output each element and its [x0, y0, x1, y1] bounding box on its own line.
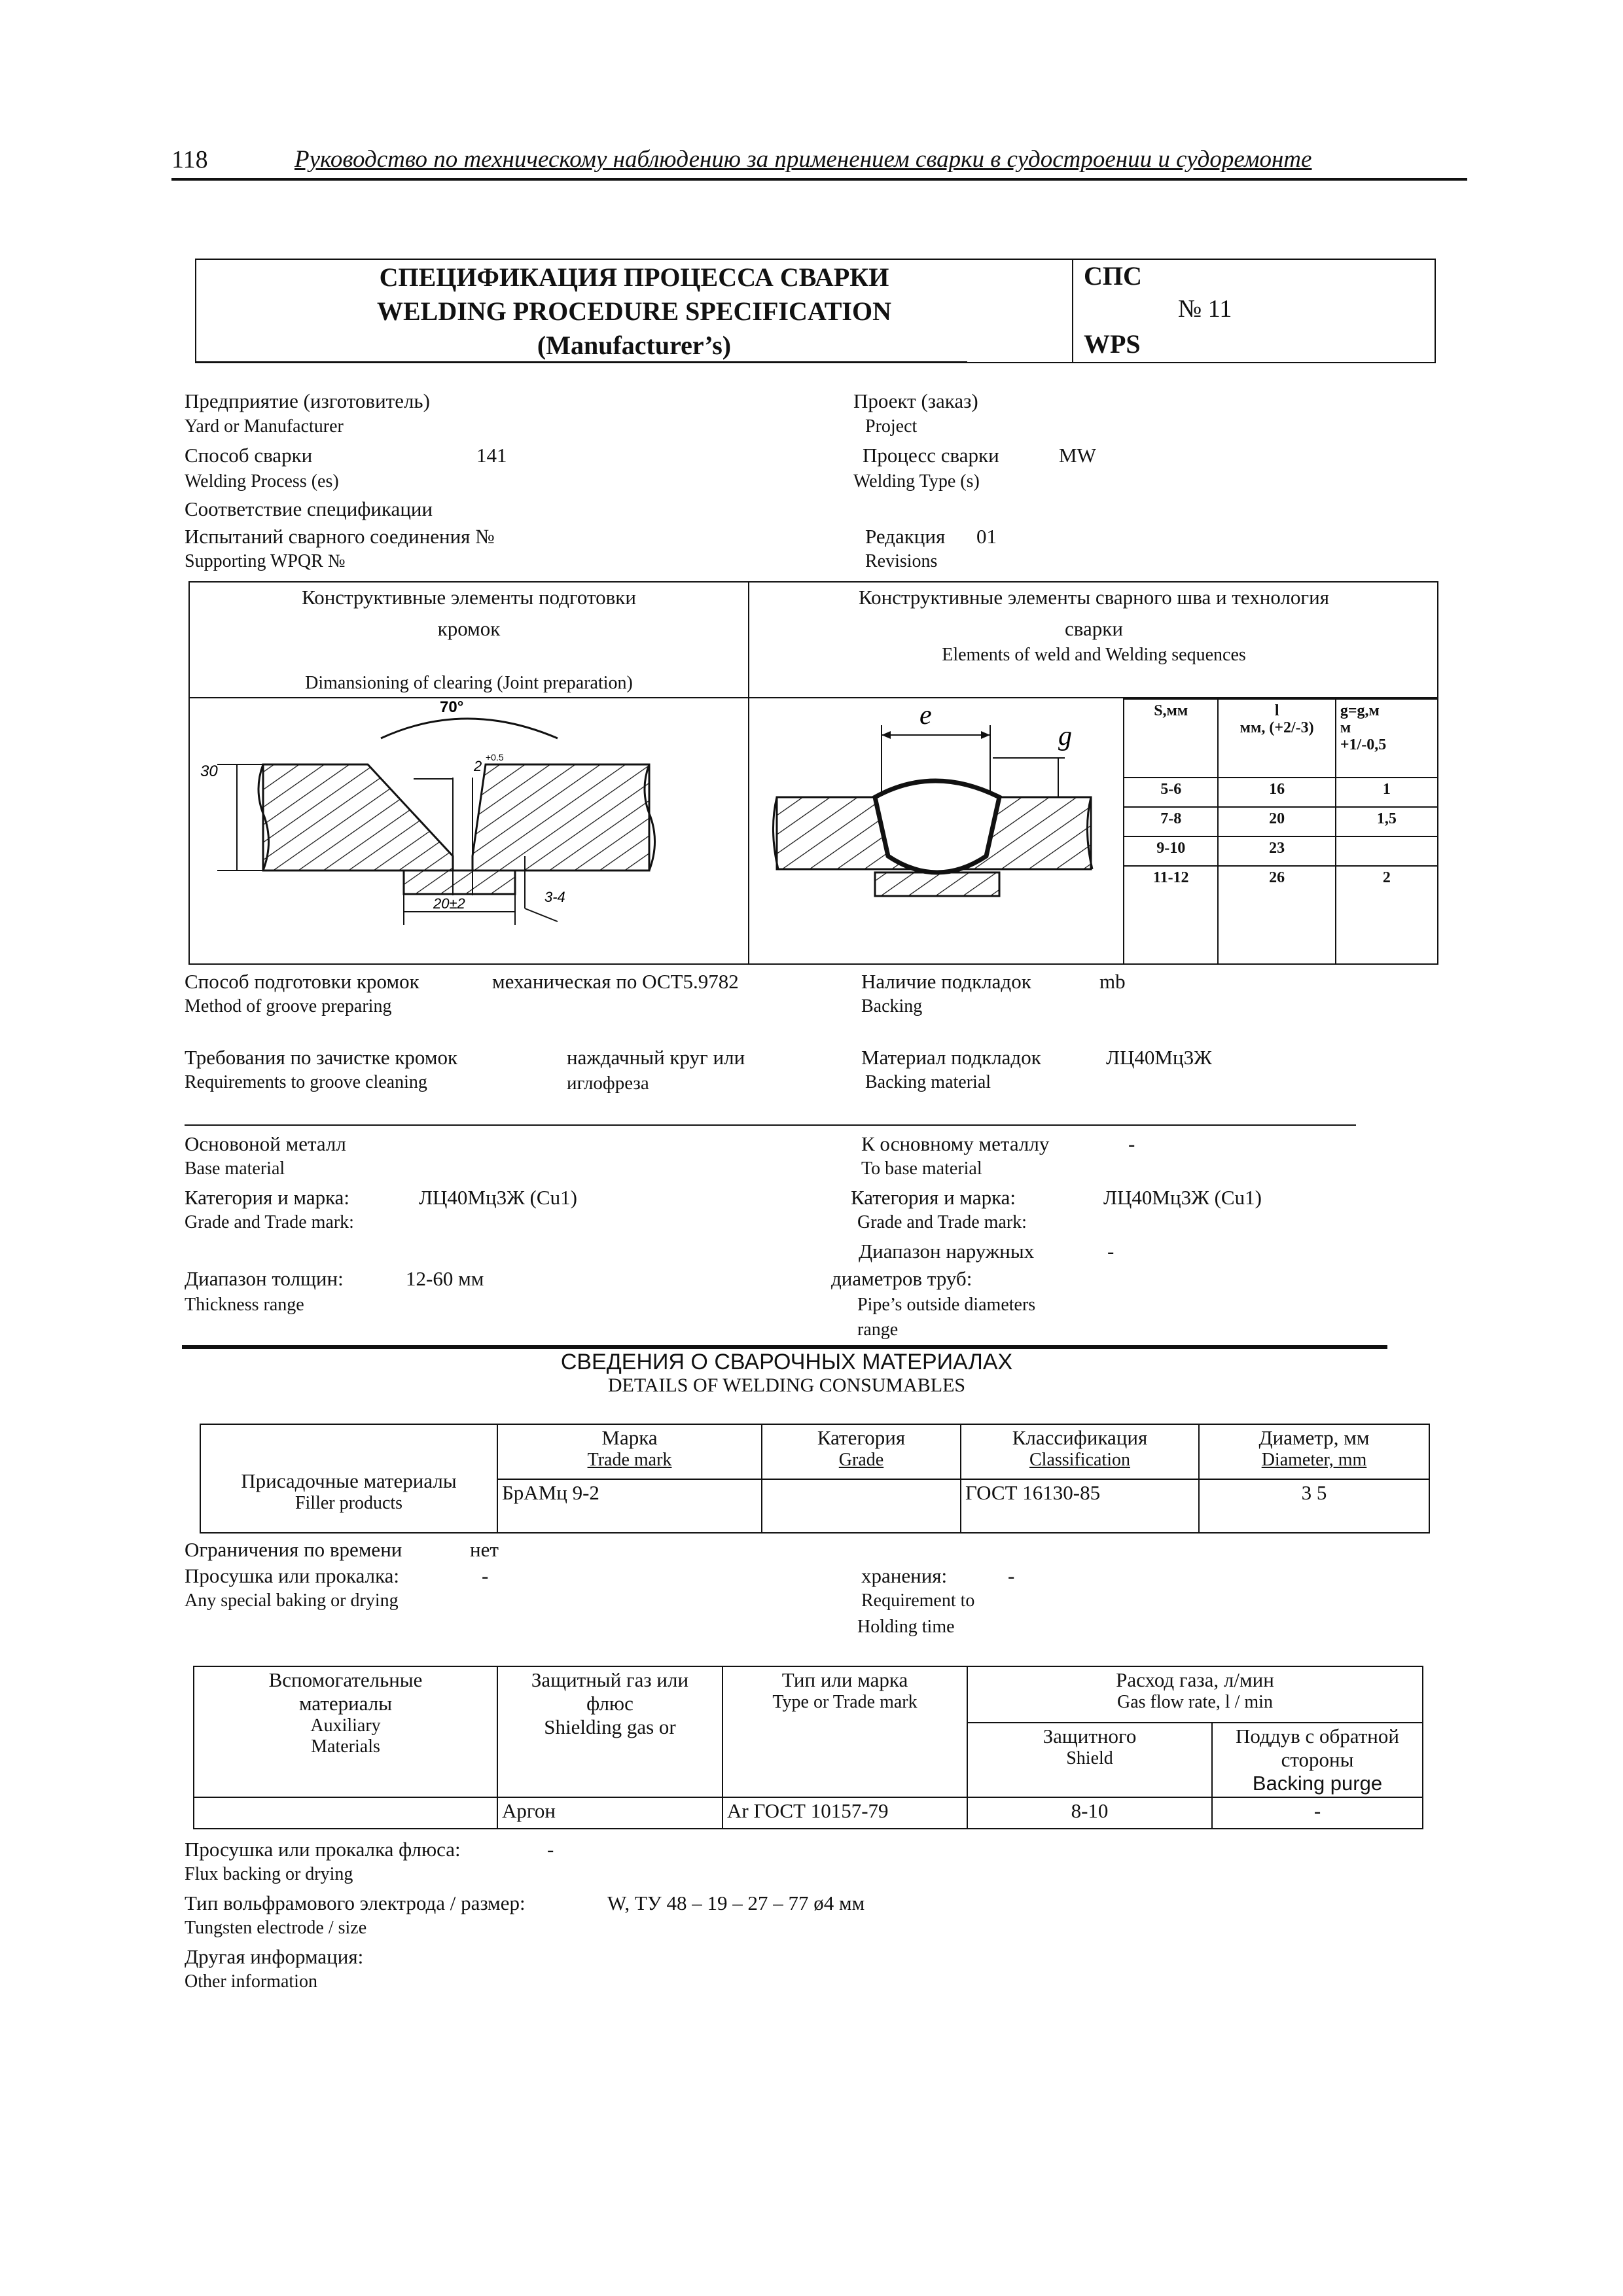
dim-cell: 9-10	[1124, 836, 1218, 866]
dim-header-g: g=g,м м +1/-0,5	[1336, 699, 1438, 778]
to-base-label-en: To base material	[861, 1158, 982, 1179]
backing-material-label-en: Backing material	[865, 1072, 991, 1092]
revision-label: Редакция	[865, 525, 946, 548]
col-class-header: Классификация Classification	[961, 1424, 1199, 1479]
table-row	[1124, 778, 1438, 807]
compliance-label: Соответствие спецификации	[185, 497, 433, 520]
diameter-range-value: -	[1107, 1240, 1115, 1263]
right-drawing-title-1: Конструктивные элементы сварного шва и технология	[858, 586, 1329, 609]
consumables-title: СВЕДЕНИЯ О СВАРОЧНЫХ МАТЕРИАЛАХ	[560, 1350, 1013, 1374]
filler-label: Присадочные материалы	[241, 1469, 457, 1492]
auxiliary-table	[193, 1666, 1423, 1829]
other-info-label-en: Other information	[185, 1971, 317, 1992]
diameter-range-label-en-2: range	[857, 1319, 899, 1340]
filler-diam-cell: 3 5	[1199, 1479, 1429, 1533]
table-row	[194, 1797, 1423, 1829]
gas-type-cell: Ar ГОСТ 10157-79	[722, 1797, 967, 1829]
type-label: Процесс сварки	[863, 444, 999, 467]
backing-width-label: 20±2	[433, 895, 465, 912]
angle-label: 70°	[440, 699, 464, 716]
grade-label-en: Grade and Trade mark:	[185, 1212, 354, 1232]
time-limit-label: Ограничения по времени	[185, 1538, 402, 1561]
spec-title-ru: СПЕЦИФИКАЦИЯ ПРОЦЕССА СВАРКИ	[379, 262, 889, 292]
weld-dimension-table	[1123, 698, 1438, 965]
g-label: g	[1058, 721, 1072, 751]
left-drawing-title-2: кромок	[437, 617, 501, 640]
flux-baking-value: -	[547, 1838, 554, 1861]
section-rule-2	[182, 1345, 1387, 1349]
dim-cell: 16	[1218, 778, 1335, 807]
cleaning-label-en: Requirements to groove cleaning	[185, 1072, 427, 1092]
cleaning-value-2: иглофреза	[567, 1073, 649, 1094]
storage-value: -	[1008, 1564, 1015, 1587]
groove-method-value: механическая по ОСТ5.9782	[492, 970, 739, 993]
joint-preparation-drawing	[191, 699, 746, 961]
dim-cell	[1336, 836, 1438, 866]
section-rule-1	[185, 1124, 1356, 1126]
grade2-value: ЛЦ40Мц3Ж (Cu1)	[1103, 1186, 1262, 1209]
purge-header: Поддув с обратной стороны Backing purge	[1212, 1723, 1423, 1797]
project-label: Проект (заказ)	[853, 389, 978, 412]
spec-title-en: WELDING PROCEDURE SPECIFICATION	[376, 296, 891, 326]
thickness-range-label: Диапазон толщин:	[185, 1267, 344, 1290]
filler-mark-cell: БрАМц 9-2	[497, 1479, 762, 1533]
grade2-label-en: Grade and Trade mark:	[857, 1212, 1027, 1232]
title-divider	[1072, 259, 1073, 363]
col-mark-header: Марка Trade mark	[497, 1424, 762, 1479]
table-row	[1124, 836, 1438, 866]
diameter-range-label-2: диаметров труб:	[831, 1267, 972, 1290]
base-metal-label-en: Base material	[185, 1158, 285, 1179]
backing-label-en: Backing	[861, 996, 923, 1016]
dim-cell: 1	[1336, 778, 1438, 807]
spec-code-ru: СПС	[1084, 261, 1142, 291]
process-label-en: Welding Process (es)	[185, 471, 339, 492]
diameter-range-label-en-1: Pipe’s outside diameters	[857, 1295, 1036, 1315]
cleaning-label: Требования по зачистке кромок	[185, 1046, 458, 1069]
purge-flow-cell: -	[1212, 1797, 1423, 1829]
left-drawing-title-en: Dimansioning of clearing (Joint preparation)	[305, 673, 633, 693]
shield-flow-cell: 8-10	[967, 1797, 1212, 1829]
dim-header-l: l мм, (+2/-3)	[1218, 699, 1335, 778]
backing-material-value: ЛЦ40Мц3Ж	[1106, 1046, 1212, 1069]
thickness-range-label-en: Thickness range	[185, 1295, 304, 1315]
filler-class-cell: ГОСТ 16130-85	[961, 1479, 1199, 1533]
project-label-en: Project	[865, 416, 918, 437]
grade2-label: Категория и марка:	[851, 1186, 1016, 1209]
gas-cell: Аргон	[497, 1797, 722, 1829]
thickness-range-value: 12-60 мм	[406, 1267, 484, 1290]
tests-label: Испытаний сварного соединения №	[185, 525, 495, 548]
flux-baking-label-en: Flux backing or drying	[185, 1864, 353, 1884]
consumables-title-en: DETAILS OF WELDING CONSUMABLES	[607, 1374, 966, 1396]
type-header: Тип или марка Type or Trade mark	[722, 1666, 967, 1797]
spec-title-sub: (Manufacturer’s)	[537, 331, 732, 360]
col-diam-header: Диаметр, мм Diameter, mm	[1199, 1424, 1429, 1479]
backing-thickness-label: 3-4	[544, 889, 565, 905]
storage-label-en-2: Holding time	[857, 1617, 955, 1637]
tungsten-label: Тип вольфрамового электрода / размер:	[185, 1892, 526, 1914]
gap-tolerance-label: +0.5	[486, 752, 504, 762]
to-base-label: К основному металлу	[861, 1132, 1050, 1155]
other-info-label: Другая информация:	[185, 1945, 364, 1968]
baking-label-en: Any special baking or drying	[185, 1590, 399, 1611]
baking-value: -	[482, 1564, 489, 1587]
flow-header: Расход газа, л/мин Gas flow rate, l / min	[967, 1666, 1423, 1723]
gas-header: Защитный газ или флюс Shielding gas or	[497, 1666, 722, 1797]
dim-cell: 20	[1218, 807, 1335, 836]
dim-cell: 11-12	[1124, 866, 1218, 964]
table-row	[1124, 866, 1438, 964]
filler-label-en: Filler products	[294, 1493, 403, 1513]
table-row	[1124, 807, 1438, 836]
dim-cell: 26	[1218, 866, 1335, 964]
e-label: e	[919, 700, 932, 730]
title-underline-left	[195, 361, 967, 363]
wpqr-label-en: Supporting WPQR №	[185, 551, 346, 571]
dim-cell: 5-6	[1124, 778, 1218, 807]
storage-label-en-1: Requirement to	[861, 1590, 975, 1611]
gap-label: 2	[474, 758, 482, 774]
col-grade-header: Категория Grade	[762, 1424, 961, 1479]
thickness-label: 30	[200, 762, 218, 780]
backing-material-label: Материал подкладок	[861, 1046, 1041, 1069]
running-title: Руководство по техническому наблюдению за применением сварки в судостроении и судоремонте	[294, 146, 1312, 173]
yard-label: Предприятие (изготовитель)	[185, 389, 430, 412]
type-value: MW	[1059, 444, 1096, 467]
process-value: 141	[476, 444, 507, 467]
aux-label-cell: Вспомогательные материалы Auxiliary Materials	[194, 1666, 497, 1797]
grade-value: ЛЦ40Мц3Ж (Cu1)	[419, 1186, 577, 1209]
header-rule	[171, 178, 1467, 181]
diameter-range-label-1: Диапазон наружных	[859, 1240, 1035, 1263]
type-label-en: Welding Type (s)	[853, 471, 980, 492]
flux-baking-label: Просушка или прокалка флюса:	[185, 1838, 461, 1861]
page-number: 118	[171, 146, 208, 173]
to-base-value: -	[1128, 1132, 1135, 1155]
dim-cell: 2	[1336, 866, 1438, 964]
left-drawing-title-1: Конструктивные элементы подготовки	[302, 586, 636, 609]
dim-cell: 23	[1218, 836, 1335, 866]
filler-label-cell	[200, 1424, 497, 1533]
revision-label-en: Revisions	[865, 551, 938, 571]
right-drawing-title-2: сварки	[1065, 617, 1123, 640]
shield-header: Защитного Shield	[967, 1723, 1212, 1797]
weld-section-drawing	[751, 699, 1124, 961]
baking-label: Просушка или прокалка:	[185, 1564, 400, 1587]
dim-header-s: S,мм	[1124, 699, 1218, 778]
groove-method-label: Способ подготовки кромок	[185, 970, 419, 993]
time-limit-value: нет	[470, 1538, 499, 1561]
spec-number: № 11	[1178, 295, 1232, 323]
spec-code-en: WPS	[1084, 329, 1141, 359]
base-metal-label: Основоной металл	[185, 1132, 346, 1155]
yard-label-en: Yard or Manufacturer	[185, 416, 344, 437]
revision-value: 01	[976, 525, 997, 548]
dim-cell: 7-8	[1124, 807, 1218, 836]
backing-value: mb	[1099, 970, 1126, 993]
groove-method-label-en: Method of groove preparing	[185, 996, 392, 1016]
right-drawing-title-en: Elements of weld and Welding sequences	[942, 645, 1246, 665]
cleaning-value-1: наждачный круг или	[567, 1046, 745, 1069]
backing-label: Наличие подкладок	[861, 970, 1031, 993]
tungsten-label-en: Tungsten electrode / size	[185, 1918, 367, 1938]
tungsten-value: W, ТУ 48 – 19 – 27 – 77 ø4 мм	[607, 1892, 865, 1914]
filler-grade-cell	[762, 1479, 961, 1533]
grade-label: Категория и марка:	[185, 1186, 350, 1209]
filler-table	[200, 1424, 1430, 1534]
aux-empty-cell	[194, 1797, 497, 1829]
process-label: Способ сварки	[185, 444, 313, 467]
storage-label: хранения:	[861, 1564, 948, 1587]
dim-cell: 1,5	[1336, 807, 1438, 836]
